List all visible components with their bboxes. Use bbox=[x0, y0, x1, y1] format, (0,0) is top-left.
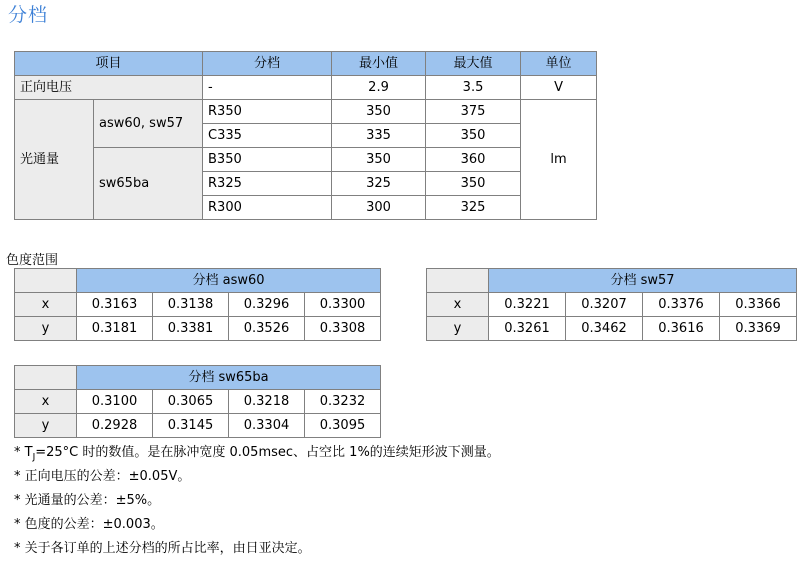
table-row bbox=[427, 317, 797, 341]
max-cell: 350 bbox=[426, 172, 521, 196]
table-row bbox=[15, 76, 597, 100]
max-cell: 350 bbox=[426, 124, 521, 148]
forward-voltage-min: 2.9 bbox=[332, 76, 426, 100]
bin-cell: R300 bbox=[203, 196, 332, 220]
header-unit: 单位 bbox=[521, 52, 597, 76]
x-value: 0.3218 bbox=[229, 390, 305, 414]
y-value: 0.3526 bbox=[229, 317, 305, 341]
bin-cell: R350 bbox=[203, 100, 332, 124]
luminous-flux-label: 光通量 bbox=[15, 100, 94, 220]
min-cell: 350 bbox=[332, 148, 426, 172]
min-cell: 325 bbox=[332, 172, 426, 196]
min-cell: 350 bbox=[332, 100, 426, 124]
x-value: 0.3296 bbox=[229, 293, 305, 317]
table-row bbox=[15, 293, 381, 317]
chroma-section-label: 色度范围 bbox=[6, 253, 59, 268]
bin-table-header bbox=[15, 52, 597, 76]
table-row bbox=[15, 100, 597, 124]
note-1-text: =25°C 时的数值。是在脉冲宽度 0.05msec、占空比 1%的连续矩形波下测量。 bbox=[35, 445, 500, 460]
x-value: 0.3100 bbox=[77, 390, 153, 414]
y-label: y bbox=[15, 414, 77, 438]
chroma-header: 分档 asw60 bbox=[77, 269, 381, 293]
table-row bbox=[15, 414, 381, 438]
forward-voltage-bin: - bbox=[203, 76, 332, 100]
x-value: 0.3376 bbox=[643, 293, 720, 317]
corner-cell bbox=[15, 366, 77, 390]
y-value: 0.3616 bbox=[643, 317, 720, 341]
bin-table bbox=[14, 51, 597, 220]
y-value: 0.3145 bbox=[153, 414, 229, 438]
corner-cell bbox=[427, 269, 489, 293]
chroma-table-sw65ba bbox=[14, 365, 381, 438]
x-value: 0.3065 bbox=[153, 390, 229, 414]
x-label: x bbox=[15, 293, 77, 317]
y-value: 0.3462 bbox=[566, 317, 643, 341]
bin-cell: R325 bbox=[203, 172, 332, 196]
note-5: * 关于各订单的上述分档的所占比率，由日亚决定。 bbox=[14, 541, 311, 556]
max-cell: 375 bbox=[426, 100, 521, 124]
x-value: 0.3221 bbox=[489, 293, 566, 317]
page-title: 分档 bbox=[8, 4, 49, 26]
header-min: 最小值 bbox=[332, 52, 426, 76]
bin-cell: B350 bbox=[203, 148, 332, 172]
note-4: * 色度的公差：±0.003。 bbox=[14, 517, 164, 532]
note-1 bbox=[14, 441, 500, 465]
table-row bbox=[427, 293, 797, 317]
x-value: 0.3138 bbox=[153, 293, 229, 317]
note-1-subscript: J bbox=[32, 452, 36, 463]
table-row bbox=[15, 148, 597, 172]
note-2: * 正向电压的公差：±0.05V。 bbox=[14, 469, 191, 484]
y-value: 0.3261 bbox=[489, 317, 566, 341]
header-bin: 分档 bbox=[203, 52, 332, 76]
y-value: 0.3304 bbox=[229, 414, 305, 438]
model-group-1: asw60, sw57 bbox=[94, 100, 203, 148]
max-cell: 360 bbox=[426, 148, 521, 172]
y-value: 0.3308 bbox=[305, 317, 381, 341]
x-value: 0.3163 bbox=[77, 293, 153, 317]
header-item: 项目 bbox=[15, 52, 203, 76]
max-cell: 325 bbox=[426, 196, 521, 220]
note-1-prefix: * T bbox=[14, 445, 33, 460]
notes bbox=[14, 441, 500, 561]
chroma-header: 分档 sw65ba bbox=[77, 366, 381, 390]
note-3: * 光通量的公差：±5%。 bbox=[14, 493, 161, 508]
table-row bbox=[15, 317, 381, 341]
x-label: x bbox=[427, 293, 489, 317]
corner-cell bbox=[15, 269, 77, 293]
table-row bbox=[15, 390, 381, 414]
forward-voltage-label: 正向电压 bbox=[15, 76, 203, 100]
chroma-header: 分档 sw57 bbox=[489, 269, 797, 293]
x-label: x bbox=[15, 390, 77, 414]
model-group-2: sw65ba bbox=[94, 148, 203, 220]
chroma-table-asw60 bbox=[14, 268, 381, 341]
y-value: 0.3181 bbox=[77, 317, 153, 341]
min-cell: 300 bbox=[332, 196, 426, 220]
y-value: 0.3381 bbox=[153, 317, 229, 341]
header-max: 最大值 bbox=[426, 52, 521, 76]
y-value: 0.2928 bbox=[77, 414, 153, 438]
x-value: 0.3300 bbox=[305, 293, 381, 317]
forward-voltage-max: 3.5 bbox=[426, 76, 521, 100]
x-value: 0.3366 bbox=[720, 293, 797, 317]
y-value: 0.3369 bbox=[720, 317, 797, 341]
y-label: y bbox=[15, 317, 77, 341]
chroma-table-sw57 bbox=[426, 268, 797, 341]
luminous-flux-unit: lm bbox=[521, 100, 597, 220]
x-value: 0.3232 bbox=[305, 390, 381, 414]
y-label: y bbox=[427, 317, 489, 341]
min-cell: 335 bbox=[332, 124, 426, 148]
x-value: 0.3207 bbox=[566, 293, 643, 317]
forward-voltage-unit: V bbox=[521, 76, 597, 100]
y-value: 0.3095 bbox=[305, 414, 381, 438]
bin-cell: C335 bbox=[203, 124, 332, 148]
